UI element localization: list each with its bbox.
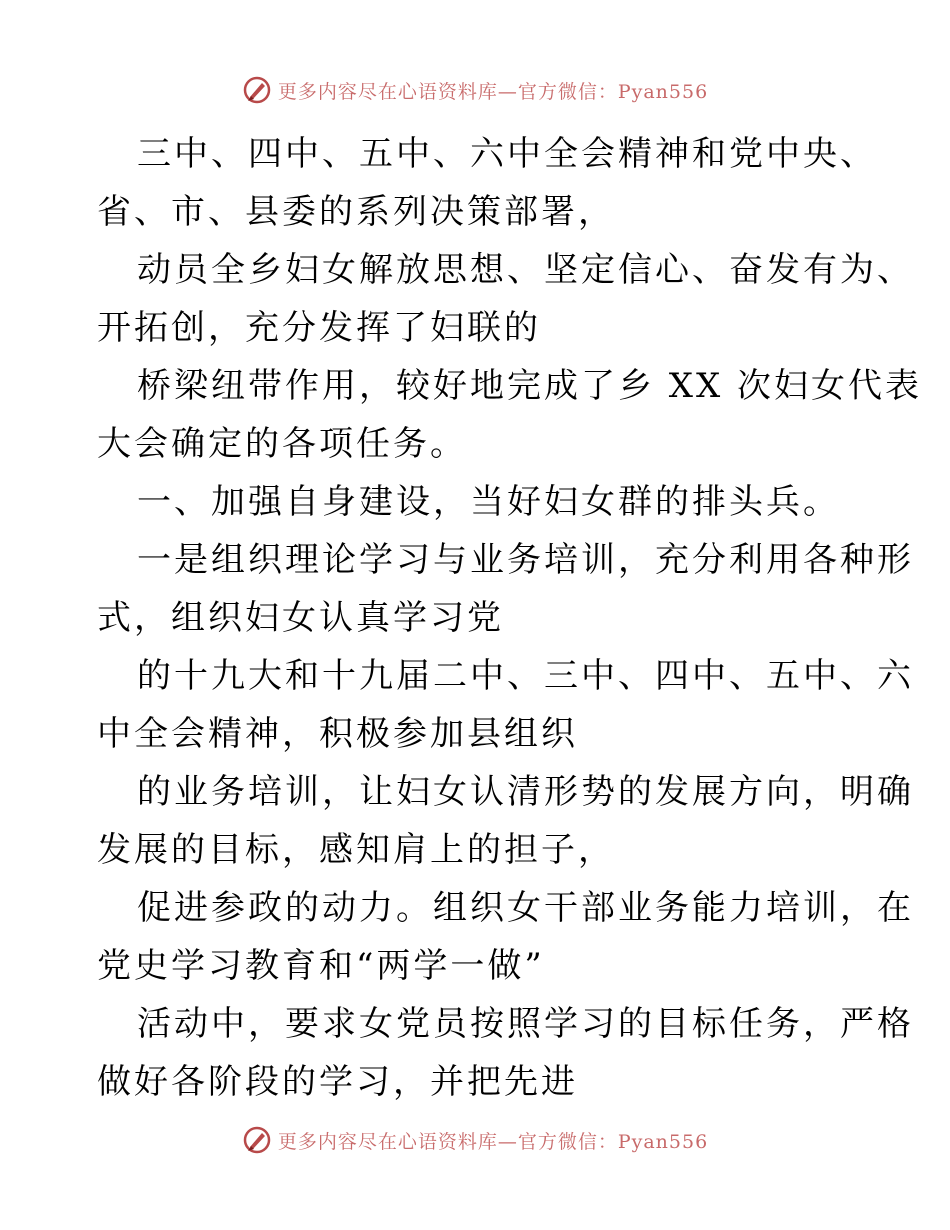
paragraph-line: 大会确定的各项任务。 — [97, 424, 467, 464]
paragraph-line: 中全会精神，积极参加县组织 — [97, 714, 578, 754]
section-heading: 一、加强自身建设，当好妇女群的排头兵。 — [137, 482, 840, 522]
pen-circle-logo-icon — [242, 75, 272, 105]
banner-text: 更多内容尽在心语资料库—官方微信：Pyan556 — [277, 1130, 709, 1153]
paragraph-line: 的业务培训，让妇女认清形势的发展方向，明确 — [137, 772, 914, 812]
paragraph-line: 活动中，要求女党员按照学习的目标任务，严格 — [137, 1004, 914, 1044]
paragraph-line: 的十九大和十九届二中、三中、四中、五中、六 — [137, 656, 914, 696]
paragraph-line: 三中、四中、五中、六中全会精神和党中央、 — [137, 134, 877, 174]
header-banner — [0, 72, 950, 108]
footer-banner — [0, 1122, 950, 1158]
pen-circle-logo-icon — [242, 1125, 272, 1155]
paragraph-line: 促进参政的动力。组织女干部业务能力培训，在 — [137, 888, 914, 928]
document-body — [97, 125, 923, 1111]
paragraph-line: 党史学习教育和“两学一做” — [97, 946, 545, 986]
paragraph-line: 做好各阶段的学习，并把先进 — [97, 1062, 578, 1102]
paragraph-line: 开拓创，充分发挥了妇联的 — [97, 308, 541, 348]
paragraph-line: 一是组织理论学习与业务培训，充分利用各种形 — [137, 540, 914, 580]
banner-text: 更多内容尽在心语资料库—官方微信：Pyan556 — [277, 80, 709, 103]
paragraph-line: 桥梁纽带作用，较好地完成了乡 XX 次妇女代表 — [137, 366, 923, 406]
paragraph-line: 动员全乡妇女解放思想、坚定信心、奋发有为、 — [137, 250, 914, 290]
paragraph-line: 省、市、县委的系列决策部署， — [97, 192, 615, 232]
paragraph-line: 式，组织妇女认真学习党 — [97, 598, 504, 638]
paragraph-line: 发展的目标，感知肩上的担子， — [97, 830, 615, 870]
